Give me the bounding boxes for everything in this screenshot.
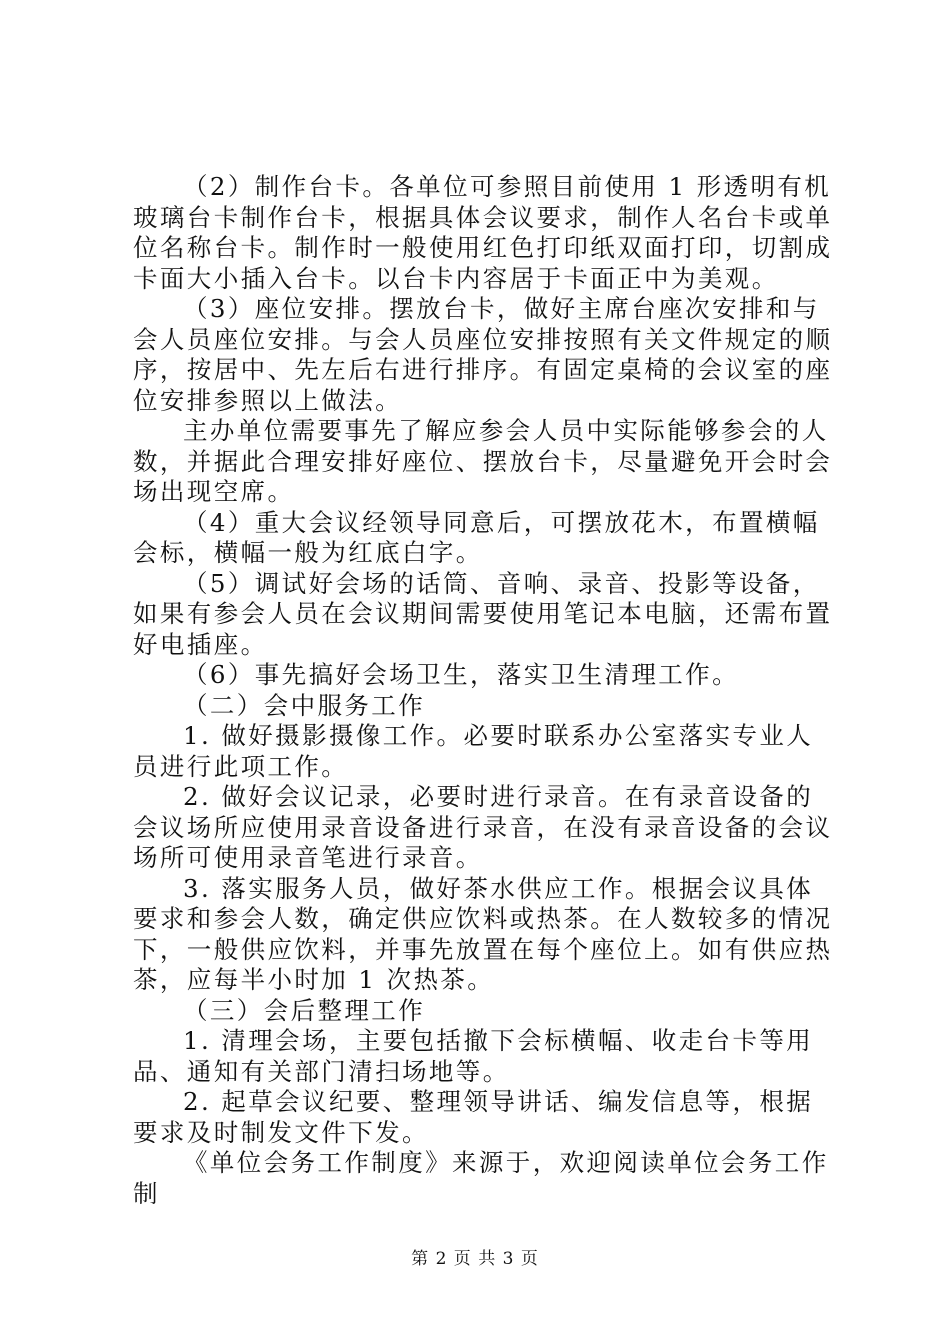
paragraph-seating: （3）座位安排。摆放台卡，做好主席台座次安排和与会人员座位安排。与会人员座位安排按照有关文件规定的顺序，按居中、先左后右进行排序。有固定桌椅的会议室的座位安排参照以上做法。 [133, 294, 833, 415]
paragraph-banner: （4）重大会议经领导同意后，可摆放花木，布置横幅会标，横幅一般为红底白字。 [133, 507, 820, 567]
paragraph-cleanup: 1. 清理会场，主要包括撤下会标横幅、收走台卡等用品、通知有关部门清扫场地等。 [133, 1026, 814, 1086]
page-number-footer: 第 2 页 共 3 页 [411, 1249, 539, 1269]
paragraph-photography: 1. 做好摄影摄像工作。必要时联系办公室落实专业人员进行此项工作。 [133, 721, 814, 781]
paragraph-hygiene: （6）事先搞好会场卫生，落实卫生清理工作。 [183, 660, 739, 689]
paragraph-equipment: （5）调试好会场的话筒、音响、录音、投影等设备，如果有参会人员在会议期间需要使用笔记本电脑，还需布置好电插座。 [133, 568, 833, 659]
paragraph-tea-service: 3. 落实服务人员，做好茶水供应工作。根据会议具体要求和参会人数，确定供应饮料或热茶。在人数较多的情况下，一般供应饮料，并事先放置在每个座位上。如有供应热茶，应每半小时加 1 次热茶。 [133, 873, 833, 994]
document-body [133, 172, 833, 1209]
section-heading-after-meeting: （三）会后整理工作 [183, 995, 426, 1025]
section-heading-during-meeting: （二）会中服务工作 [183, 690, 426, 720]
paragraph-minutes: 2. 做好会议记录，必要时进行录音。在有录音设备的会议场所应使用录音设备进行录音，在没有录音设备的会议场所可使用录音笔进行录音。 [133, 782, 833, 872]
paragraph-source-note: 《单位会务工作制度》来源于，欢迎阅读单位会务工作制 [133, 1148, 829, 1208]
paragraph-host-unit: 主办单位需要事先了解应参会人员中实际能够参会的人数，并据此合理安排好座位、摆放台卡，尽量避免开会时会场出现空席。 [133, 416, 833, 506]
paragraph-table-card: （2）制作台卡。各单位可参照目前使用 1 形透明有机玻璃台卡制作台卡，根据具体会议要求，制作人名台卡或单位名称台卡。制作时一般使用红色打印纸双面打印，切割成卡面大小插入台卡。以台卡内容居于卡面正中为美观。 [133, 172, 833, 293]
paragraph-drafting: 2. 起草会议纪要、整理领导讲话、编发信息等，根据要求及时制发文件下发。 [133, 1087, 814, 1147]
